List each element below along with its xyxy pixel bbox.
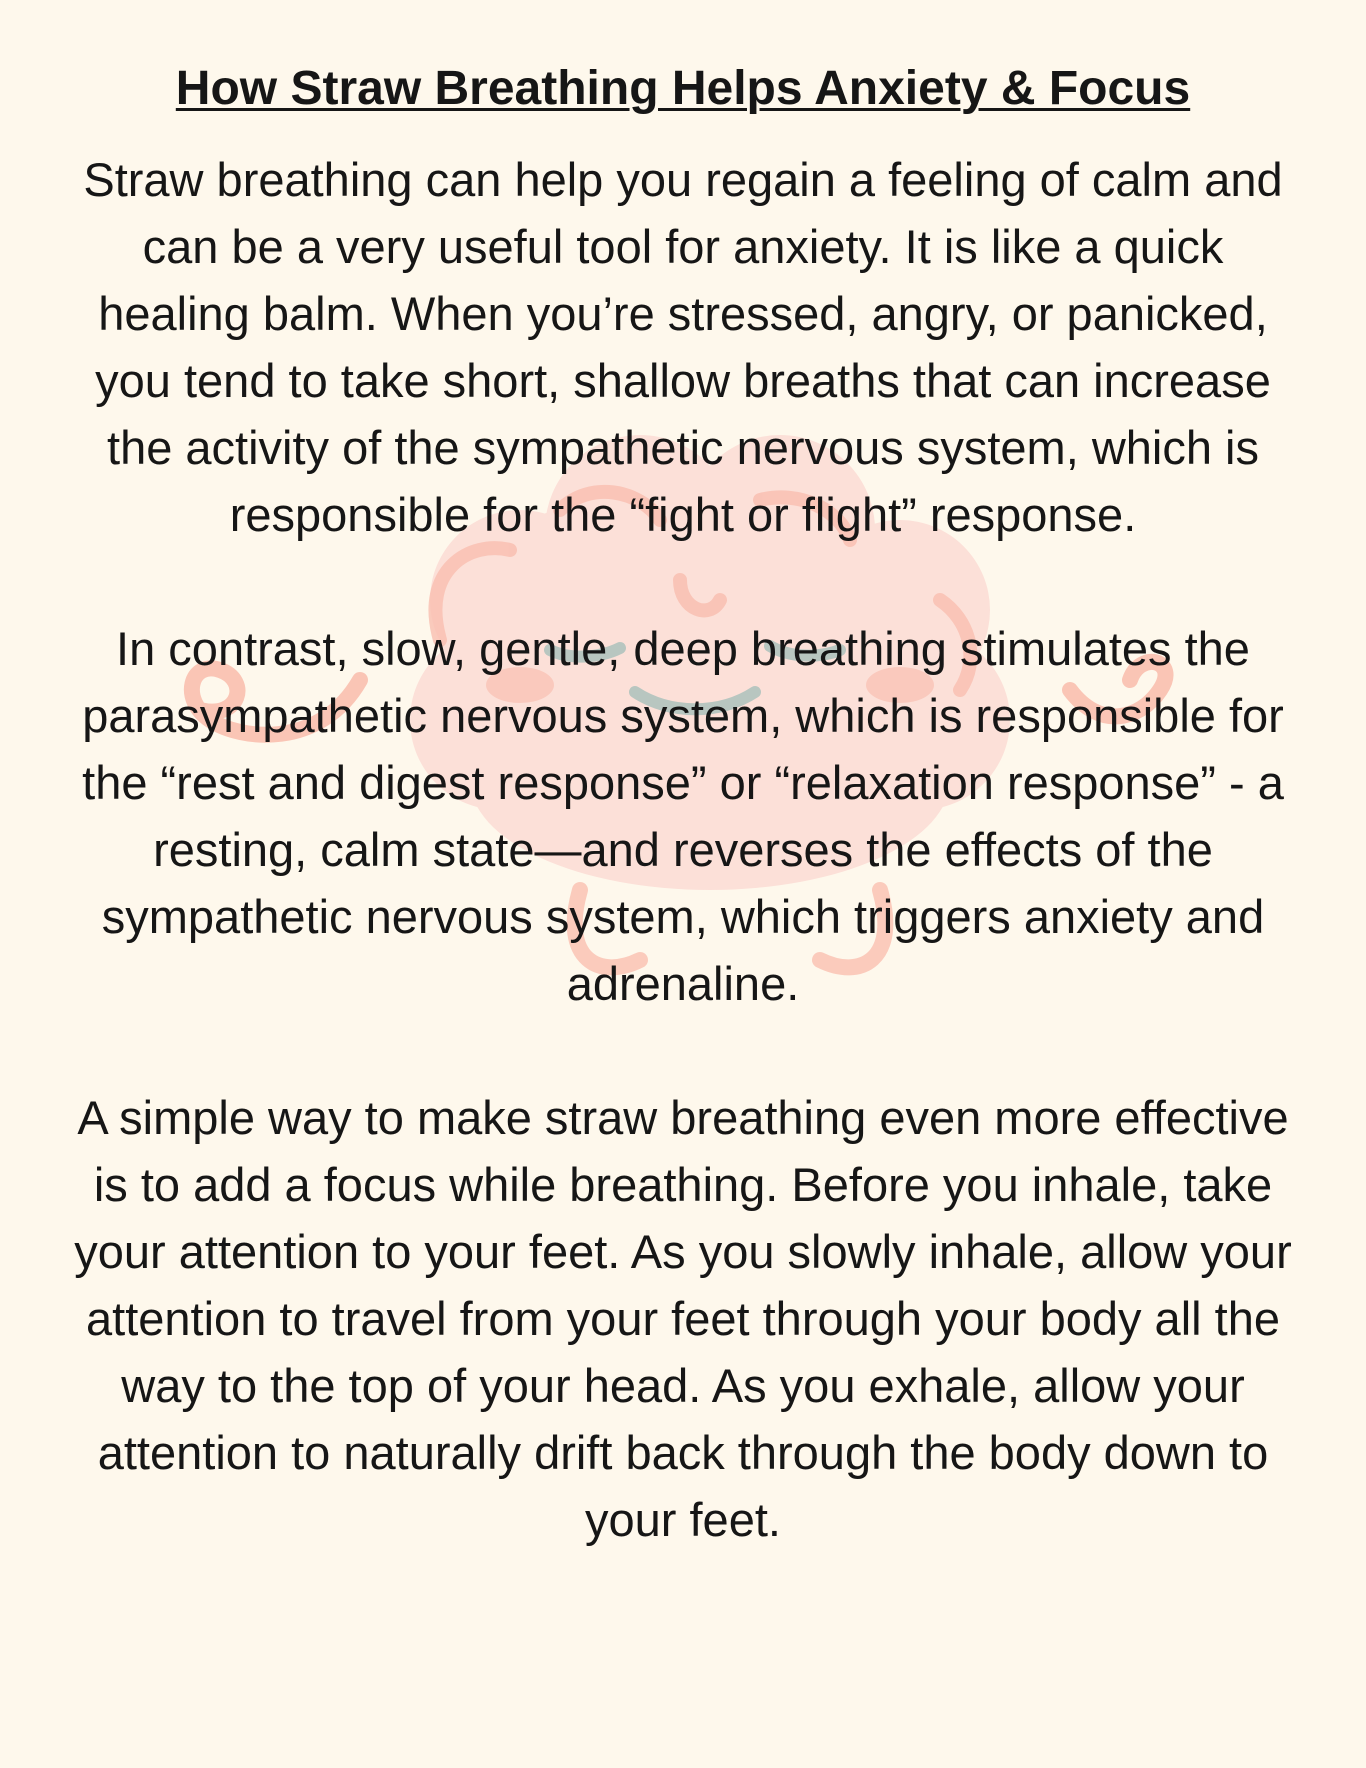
paragraph-2: In contrast, slow, gentle, deep breathing stimulates the parasympathetic nervous system, which is responsible for the “rest and digest response” or “relaxation response” - a resting, calm state—and reverses the effects of the sympathetic nervous system, which triggers anxiety and adrenaline. [82,622,1284,1010]
page-title: How Straw Breathing Helps Anxiety & Focus [175,62,1191,115]
paragraph-1: Straw breathing can help you regain a feeling of calm and can be a very useful tool for anxiety. It is like a quick healing balm. When you’re stressed, angry, or panicked, you tend to take short, shallow breaths that can increase the activity of the sympathetic nervous system, which is responsible for the “fight or flight” response. [83,153,1283,541]
paragraph-3: A simple way to make straw breathing even more effective is to add a focus while breathing. Before you inhale, take your attention to your feet. As you slowly inhale, allow your attention to travel from your feet through your body all the way to the top of your head. As you exhale, allow your attention to naturally drift back through the body down to your feet. [74,1091,1292,1546]
